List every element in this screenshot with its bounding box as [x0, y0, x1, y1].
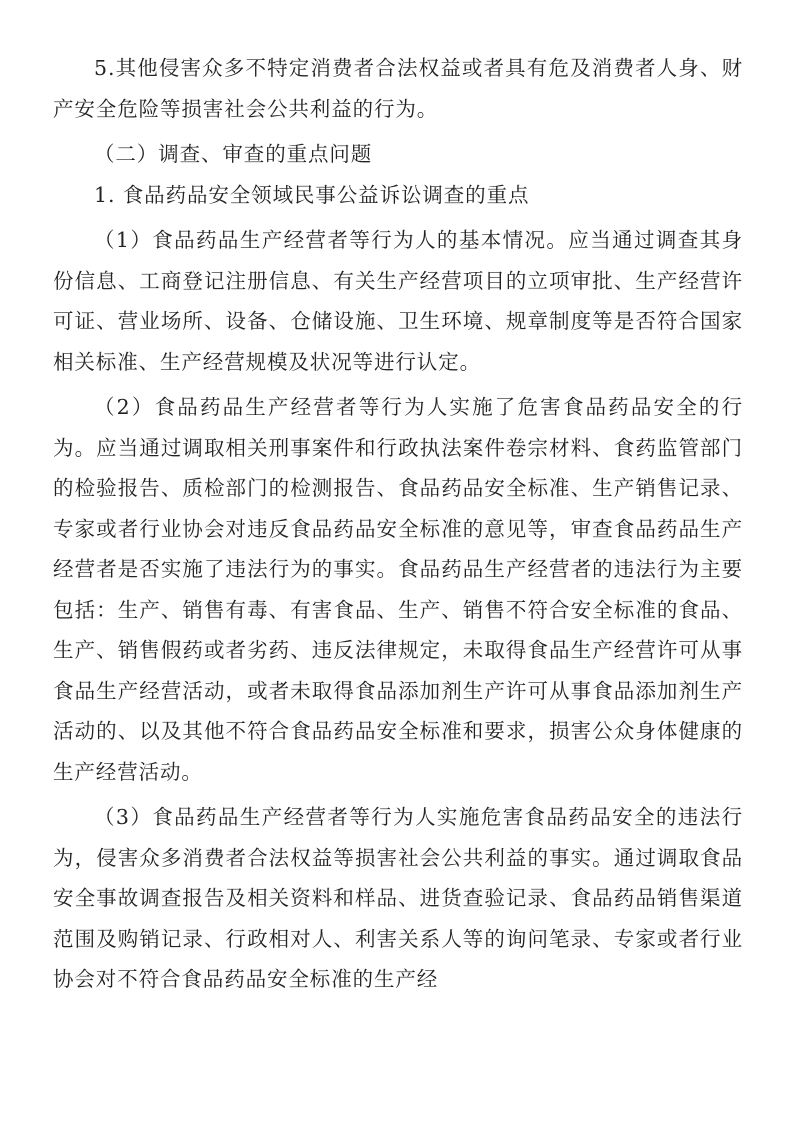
paragraph-point-3: （3）食品药品生产经营者等行为人实施危害食品药品安全的违法行为，侵害众多消费者合法权益等损害社会公共利益的事实。通过调取食品安全事故调查报告及相关资料和样品、进货查验记录、食品药品销售渠道范围及购销记录、行政相对人、利害关系人等的询问笔录、专家或者行业协会对不符合食品药品安全标准的生产经: [53, 805, 743, 991]
subsection-heading-food-drug: 1. 食品药品安全领域民事公益诉讼调查的重点: [94, 182, 530, 207]
paragraph-item-5: 5.其他侵害众多不特定消费者合法权益或者具有危及消费者人身、财产安全危险等损害社会公共利益的行为。: [53, 56, 743, 121]
paragraph-point-1: （1）食品药品生产经营者等行为人的基本情况。应当通过调查其身份信息、工商登记注册信息、有关生产经营项目的立项审批、生产经营许可证、营业场所、设备、仓储设施、卫生环境、规章制度等是否符合国家相关标准、生产经营规模及状况等进行认定。: [53, 228, 743, 374]
paragraph-point-2: （2）食品药品生产经营者等行为人实施了危害食品药品安全的行为。应当通过调取相关刑事案件和行政执法案件卷宗材料、食药监管部门的检验报告、质检部门的检测报告、食品药品安全标准、生产销售记录、专家或者行业协会对违反食品药品安全标准的意见等，审查食品药品生产经营者是否实施了违法行为的事实。食品药品生产经营者的违法行为主要包括：生产、销售有毒、有害食品、生产、销售不符合安全标准的食品、生产、销售假药或者劣药、违反法律规定，未取得食品生产经营许可从事食品生产经营活动，或者未取得食品添加剂生产许可从事食品添加剂生产活动的、以及其他不符合食品药品安全标准和要求，损害公众身体健康的生产经营活动。: [53, 395, 743, 784]
section-heading-investigation: （二）调查、审查的重点问题: [94, 142, 373, 166]
